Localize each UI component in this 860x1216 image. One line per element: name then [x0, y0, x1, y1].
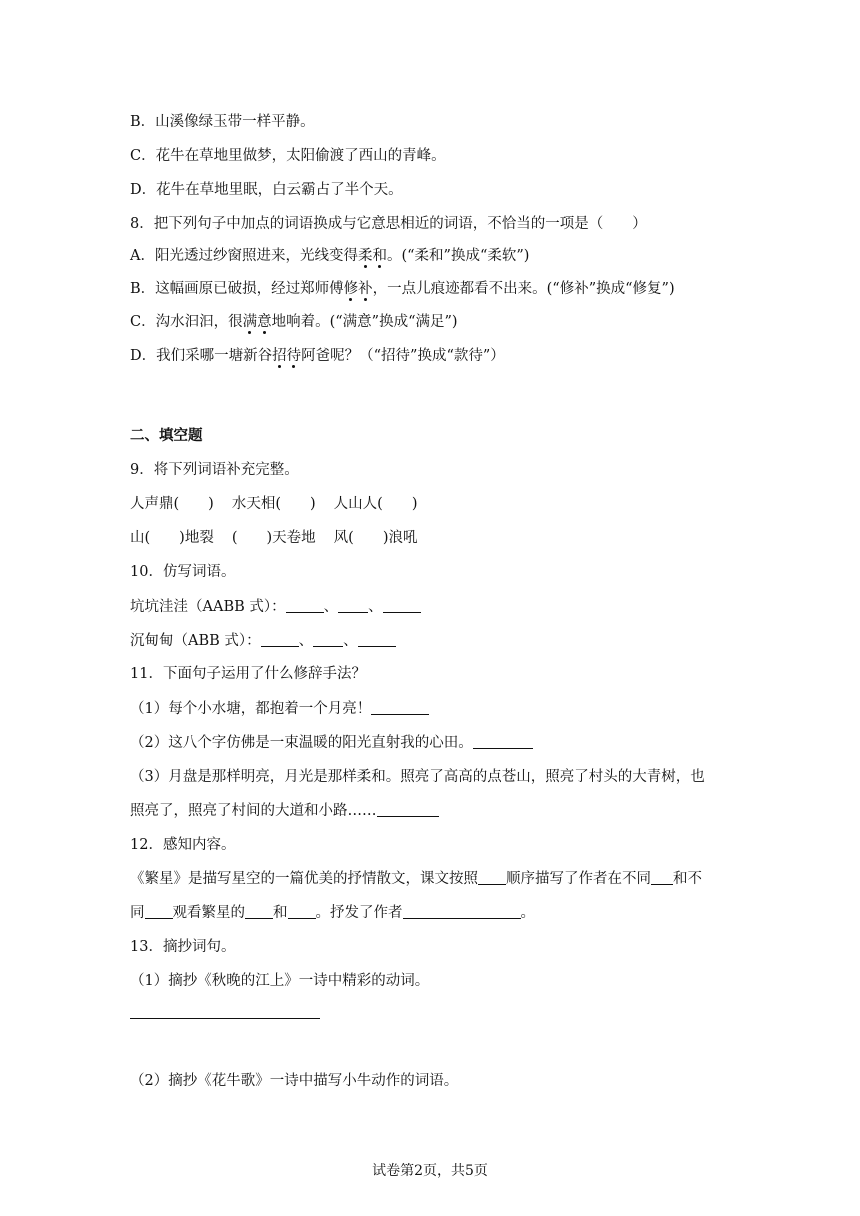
q10-line-1: 坑坑洼洼（AABB 式）： 、 、 — [130, 597, 421, 617]
q11-sentence-1: （1）每个小水塘，都抱着一个月亮！ — [130, 699, 429, 719]
q13-item-2: （2）摘抄《花牛歌》一诗中描写小牛动作的词语。 — [130, 1073, 459, 1089]
emphasis-dot-char: 满 — [242, 314, 258, 330]
q13-stem: 13．摘抄词句。 — [130, 939, 236, 955]
q13-item-1: （1）摘抄《秋晚的江上》一诗中精彩的动词。 — [130, 973, 430, 989]
q9-row-2: 山( )地裂 ( )天卷地 风( )浪吼 — [130, 530, 418, 546]
answer-blank[interactable] — [377, 802, 439, 817]
emphasis-dot-char: 待 — [286, 348, 302, 364]
q11-sentence-3b: 照亮了，照亮了村间的大道和小路…… — [130, 801, 439, 821]
answer-blank[interactable] — [145, 904, 173, 919]
q8-option-c: C．沟水汩汩，很满意地响着。(“满意”换成“满足”) — [130, 314, 458, 330]
answer-blank[interactable] — [473, 734, 533, 749]
q7-option-b: B．山溪像绿玉带一样平静。 — [130, 114, 315, 130]
q9-stem: 9．将下列词语补充完整。 — [130, 462, 299, 478]
q8-option-b: B．这幅画原已破损，经过郑师傅修补，一点儿痕迹都看不出来。(“修补”换成“修复”) — [130, 281, 675, 297]
q8-option-a: A．阳光透过纱窗照进来，光线变得柔和。(“柔和”换成“柔软”) — [130, 248, 530, 264]
emphasis-dot-char: 和 — [372, 248, 387, 264]
emphasis-dot-char: 意 — [257, 314, 272, 330]
q8-stem: 8．把下列句子中加点的词语换成与它意思相近的词语，不恰当的一项是（ ） — [130, 216, 647, 232]
answer-blank[interactable] — [261, 632, 299, 647]
emphasis-dot-char: 修 — [343, 281, 359, 297]
page-footer: 试卷第2页，共5页 — [372, 1163, 488, 1179]
answer-blank[interactable] — [403, 904, 521, 919]
answer-blank[interactable] — [286, 598, 324, 613]
answer-blank[interactable] — [383, 598, 421, 613]
emphasis-dot-char: 招 — [272, 348, 287, 364]
answer-blank[interactable] — [313, 632, 343, 647]
q12-paragraph-line-1: 《繁星》是描写星空的一篇优美的抒情散文，课文按照 顺序描写了作者在不同 和不 — [130, 871, 702, 887]
answer-blank[interactable] — [371, 700, 429, 715]
q12-paragraph-line-2: 同 观看繁星的 和 。抒发了作者 。 — [130, 905, 535, 921]
q12-stem: 12．感知内容。 — [130, 837, 236, 853]
q7-option-d: D．花牛在草地里眠，白云霸占了半个天。 — [130, 182, 403, 198]
q10-line-2: 沉甸甸（ABB 式）： 、 、 — [130, 631, 396, 651]
answer-blank[interactable] — [288, 904, 316, 919]
answer-blank[interactable] — [651, 870, 673, 885]
q8-option-d: D．我们采哪一塘新谷招待阿爸呢？（“招待”换成“款待”） — [130, 348, 505, 364]
q9-row-1: 人声鼎( ) 水天相( ) 人山人( ) — [130, 496, 418, 512]
emphasis-dot-char: 补 — [358, 281, 373, 297]
emphasis-dot-char: 柔 — [357, 248, 373, 264]
q7-option-c: C．花牛在草地里做梦，太阳偷渡了西山的青峰。 — [130, 148, 446, 164]
answer-line[interactable] — [130, 1018, 320, 1019]
q10-stem: 10．仿写词语。 — [130, 564, 236, 580]
answer-blank[interactable] — [478, 870, 506, 885]
answer-blank[interactable] — [245, 904, 273, 919]
q11-stem: 11．下面句子运用了什么修辞手法？ — [130, 666, 366, 682]
q11-sentence-3a: （3）月盘是那样明亮，月光是那样柔和。照亮了高高的点苍山，照亮了村头的大青树，也 — [130, 769, 705, 785]
section-heading: 二、填空题 — [130, 428, 203, 444]
answer-blank[interactable] — [358, 632, 396, 647]
answer-blank[interactable] — [338, 598, 368, 613]
q11-sentence-2: （2）这八个字仿佛是一束温暖的阳光直射我的心田。 — [130, 733, 533, 753]
